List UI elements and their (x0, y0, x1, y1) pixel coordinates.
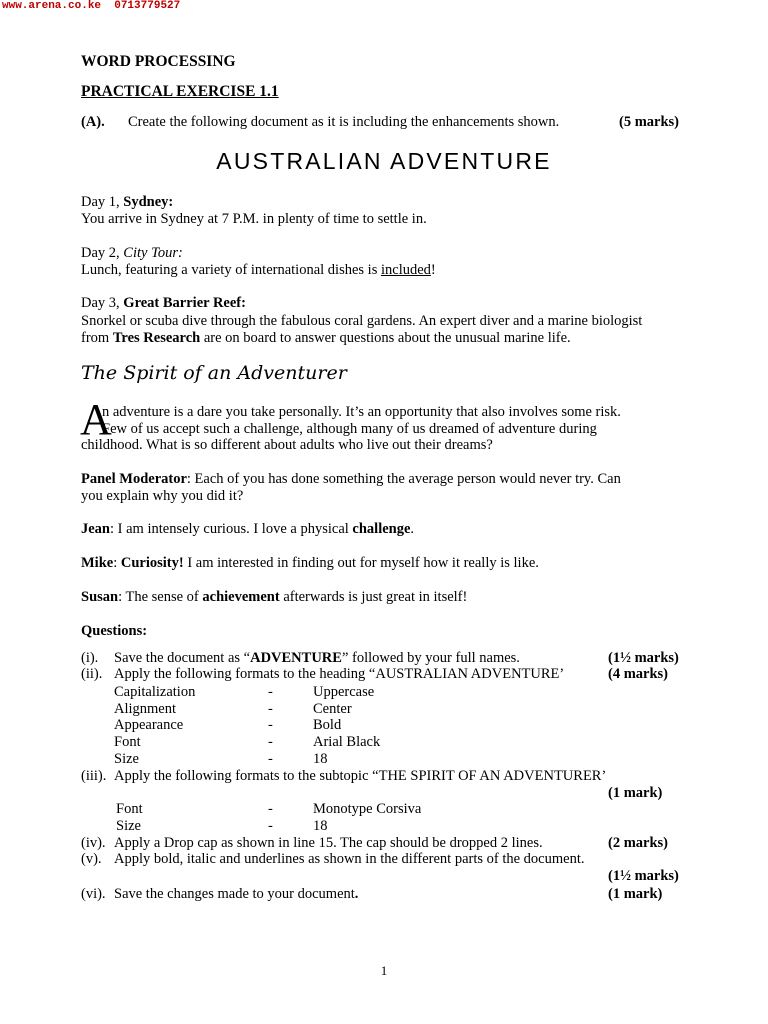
questions-label: Questions: (81, 623, 148, 639)
q1-text: Save the document as “ADVENTURE” followed by your full names. (114, 650, 520, 666)
format-dash: - (268, 717, 273, 733)
site-url: www.arena.co.ke (2, 0, 102, 12)
day3-desc-line2: from Tres Research are on board to answer questions about the unusual marine life. (81, 330, 571, 346)
q4-number: (iv). (81, 835, 106, 851)
day3-place: Great Barrier Reef: (123, 295, 246, 311)
day2-place: City Tour: (123, 245, 183, 261)
q2-number: (ii). (81, 666, 103, 682)
q4-text: Apply a Drop cap as shown in line 15. The cap should be dropped 2 lines. (114, 835, 543, 851)
tres-research: Tres Research (112, 330, 201, 346)
format-value: 18 (313, 751, 328, 767)
format-value: 18 (313, 818, 328, 834)
q1-number: (i). (81, 650, 99, 666)
exercise-heading: PRACTICAL EXERCISE 1.1 (81, 83, 279, 100)
jean-line: Jean: I am intensely curious. I love a physical challenge. (81, 521, 415, 537)
format-value: Arial Black (313, 734, 381, 750)
instruction-marks: (5 marks) (619, 114, 680, 130)
susan-name: Susan (81, 589, 119, 605)
drop-cap-letter: A (80, 395, 112, 444)
format-prop: Alignment (114, 701, 177, 717)
phone-number: 0713779527 (114, 0, 181, 12)
format-dash: - (268, 734, 273, 750)
format-value: Uppercase (313, 684, 375, 700)
format-dash: - (268, 751, 273, 767)
format-prop: Appearance (114, 717, 184, 733)
day3-desc-line1: Snorkel or scuba dive through the fabulous coral gardens. An expert diver and a marine biologist (81, 313, 643, 329)
q6-number: (vi). (81, 886, 106, 902)
format-dash: - (268, 684, 273, 700)
format-prop: Font (114, 734, 141, 750)
format-dash: - (268, 801, 273, 817)
q1-marks: (1½ marks) (608, 650, 679, 666)
mike-line: Mike: Curiosity! I am interested in finding out for myself how it really is like. (81, 555, 539, 571)
q6-text: Save the changes made to your document. (114, 886, 359, 902)
q6-marks: (1 mark) (608, 886, 663, 902)
q5-marks: (1½ marks) (608, 868, 679, 884)
moderator-name: Panel Moderator (81, 471, 187, 487)
format-prop: Size (116, 818, 141, 834)
format-prop: Capitalization (114, 684, 196, 700)
instruction-text: Create the following document as it is including the enhancements shown. (128, 114, 560, 130)
format-value: Center (313, 701, 352, 717)
section-heading: WORD PROCESSING (81, 53, 236, 70)
q3-text: Apply the following formats to the subtopic “THE SPIRIT OF AN ADVENTURER’ (114, 768, 607, 784)
spirit-subtitle: The Spirit of an Adventurer (81, 362, 347, 384)
adventure-line2: Few of us accept such a challenge, although many of us dreamed of adventure during (102, 421, 597, 437)
moderator-line2: you explain why you did it? (81, 488, 244, 504)
q2-marks: (4 marks) (608, 666, 669, 682)
format-dash: - (268, 701, 273, 717)
day3-heading: Day 3, Great Barrier Reef: (81, 295, 246, 311)
format-value: Bold (313, 717, 342, 733)
mike-name: Mike (81, 555, 114, 571)
format-prop: Font (116, 801, 143, 817)
day1-heading: Day 1, Sydney: (81, 194, 174, 210)
q5-text: Apply bold, italic and underlines as shown in the different parts of the document. (114, 851, 585, 867)
instruction-label: (A). (81, 114, 105, 130)
format-prop: Size (114, 751, 139, 767)
jean-name: Jean (81, 521, 110, 537)
document-title: AUSTRALIAN ADVENTURE (216, 148, 552, 174)
header-watermark (2, 0, 180, 12)
day1-place: Sydney: (123, 194, 174, 210)
format-value: Monotype Corsiva (313, 801, 422, 817)
day2-desc: Lunch, featuring a variety of international dishes is included! (81, 262, 436, 278)
q2-text: Apply the following formats to the heading “AUSTRALIAN ADVENTURE’ (114, 666, 565, 682)
adventure-line3: childhood. What is so different about adults who live out their dreams? (81, 437, 493, 453)
day1-desc: You arrive in Sydney at 7 P.M. in plenty of time to settle in. (81, 211, 427, 227)
q3-number: (iii). (81, 768, 107, 784)
susan-line: Susan: The sense of achievement afterwards is just great in itself! (81, 589, 468, 605)
q5-number: (v). (81, 851, 102, 867)
day2-heading: Day 2, City Tour: (81, 245, 183, 261)
q4-marks: (2 marks) (608, 835, 669, 851)
adventure-line1: n adventure is a dare you take personally. It’s an opportunity that also involves some risk. (102, 404, 621, 420)
format-dash: - (268, 818, 273, 834)
moderator-line1: Panel Moderator: Each of you has done something the average person would never try. Can (81, 471, 621, 487)
page-number: 1 (380, 963, 388, 978)
q3-marks: (1 mark) (608, 785, 663, 801)
day2-underlined-word: included (380, 262, 431, 278)
